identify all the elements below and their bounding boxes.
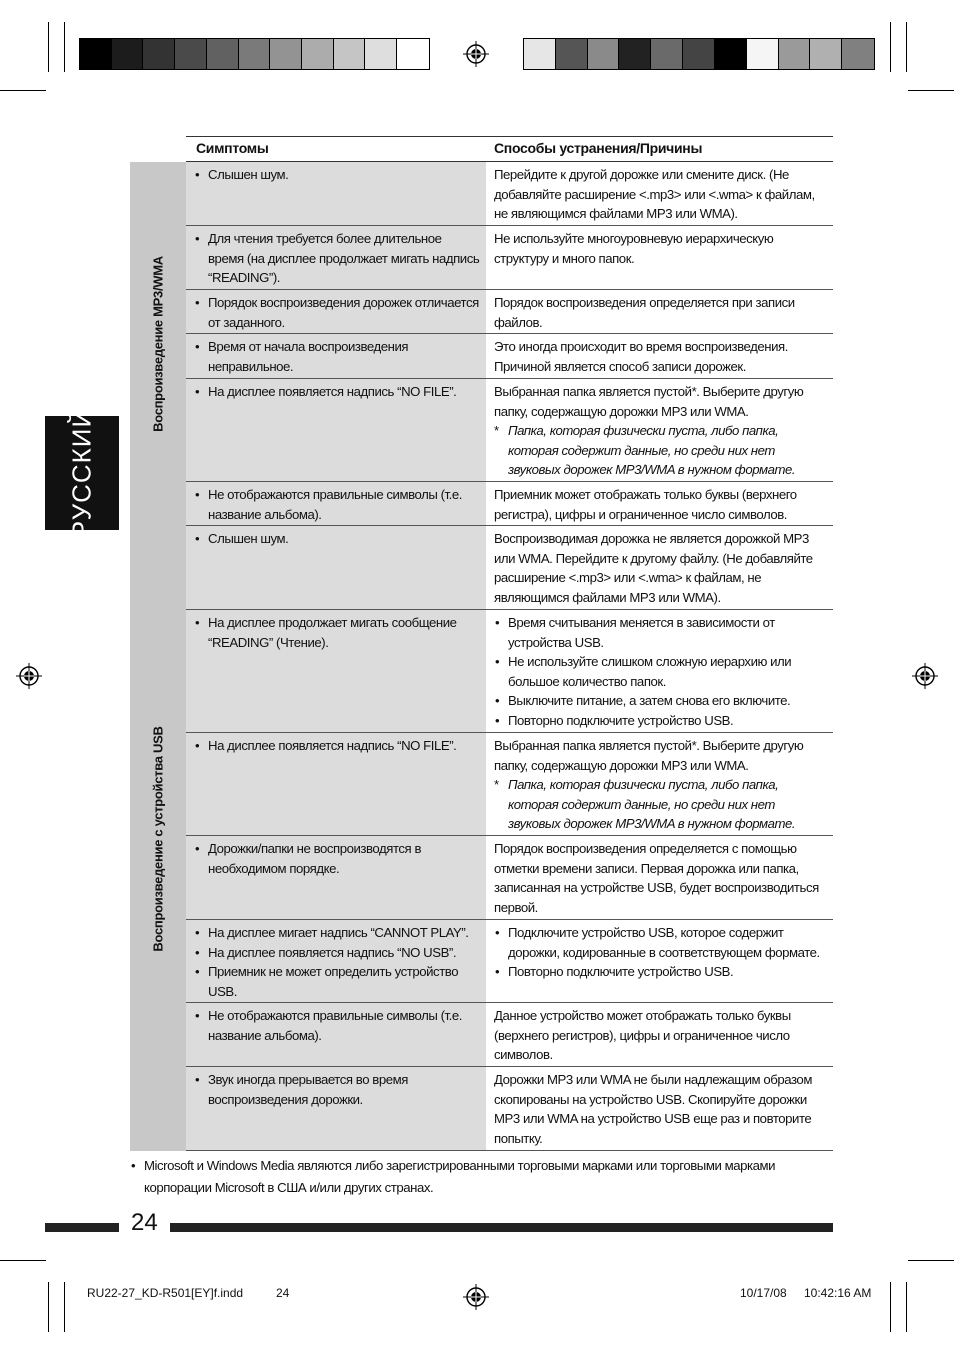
solution-cell	[486, 226, 833, 289]
crop-mark	[890, 1282, 891, 1332]
crop-mark	[0, 90, 46, 91]
symptom-text: • Приемник не может определить устройство USB.	[194, 962, 480, 1001]
color-swatch	[365, 39, 397, 69]
color-swatch	[175, 39, 207, 69]
solution-cell	[486, 482, 833, 525]
group-label: Воспроизведение с устройства USB	[150, 725, 166, 952]
language-tab-label: РУССКИЙ	[66, 407, 97, 539]
symptom-text: • На дисплее появляется надпись “NO FILE”.	[194, 736, 480, 756]
symptom-cell	[186, 733, 486, 835]
color-swatch	[683, 39, 715, 69]
solution-text: Воспроизводимая дорожка не является дорожкой MP3 или WMA. Перейдите к другому файлу. (Не добавляйте расширение <.mp3> или <.wma> к файлам, не являющимся файлами MP3 или WMA).	[494, 531, 813, 605]
table-row	[186, 1003, 833, 1067]
symptom-text: • На дисплее мигает надпись “CANNOT PLAY”.	[194, 923, 480, 943]
symptom-text: • Слышен шум.	[194, 529, 480, 549]
symptom-text: • Звук иногда прерывается во время воспроизведения дорожки.	[194, 1070, 480, 1109]
color-swatch	[143, 39, 175, 69]
symptom-text: • Слышен шум.	[194, 165, 480, 185]
solution-cell	[486, 1067, 833, 1150]
group-label: Воспроизведение MP3/WMA	[150, 256, 166, 432]
symptom-cell	[186, 836, 486, 919]
solution-cell	[486, 920, 833, 1002]
color-swatch	[715, 39, 747, 69]
table-row	[186, 836, 833, 920]
solution-cell	[486, 334, 833, 378]
table-header	[186, 136, 833, 162]
symptom-text: • На дисплее появляется надпись “NO FILE”.	[194, 382, 480, 402]
color-swatch	[270, 39, 302, 69]
symptom-text: • Не отображаются правильные символы (т.е. название альбома).	[194, 1006, 480, 1045]
slug-date: 10/17/08	[740, 1286, 787, 1300]
page-bar-right	[170, 1223, 833, 1232]
solution-note	[494, 421, 829, 480]
color-swatch	[588, 39, 620, 69]
registration-mark-icon	[16, 663, 42, 689]
solution-note	[494, 775, 829, 834]
header-solutions: Способы устранения/Причины	[494, 140, 703, 156]
solution-text: Выбранная папка является пустой*. Выберите другую папку, содержащую дорожки MP3 или WMA.	[494, 738, 804, 773]
crop-mark	[906, 1282, 907, 1332]
symptom-cell	[186, 920, 486, 1002]
solution-cell	[486, 836, 833, 919]
header-symptoms: Симптомы	[196, 140, 269, 156]
crop-mark	[48, 22, 49, 72]
slug-file: RU22-27_KD-R501[EY]f.indd	[87, 1286, 244, 1300]
symptom-text: • Порядок воспроизведения дорожек отличается от заданного.	[194, 293, 480, 332]
color-swatch	[842, 39, 874, 69]
crop-mark	[908, 1260, 954, 1261]
registration-mark-icon	[912, 663, 938, 689]
crop-mark	[64, 1282, 65, 1332]
table-row	[186, 379, 833, 482]
solution-bullet: • Повторно подключите устройство USB.	[494, 962, 829, 982]
color-swatch	[651, 39, 683, 69]
symptom-cell	[186, 1003, 486, 1066]
color-swatch	[334, 39, 366, 69]
solution-cell	[486, 290, 833, 333]
color-swatch	[207, 39, 239, 69]
color-swatch	[747, 39, 779, 69]
symptom-text: • На дисплее продолжает мигать сообщение “READING” (Чтение).	[194, 613, 480, 652]
note-asterisk: *	[494, 777, 499, 793]
color-swatch	[619, 39, 651, 69]
solution-bullet: • Повторно подключите устройство USB.	[494, 711, 829, 731]
registration-mark-icon	[463, 41, 489, 67]
color-swatch	[112, 39, 144, 69]
table-row	[186, 733, 833, 836]
note-asterisk: *	[494, 423, 499, 439]
color-swatch	[779, 39, 811, 69]
trademark-footnote	[130, 1155, 830, 1199]
symptom-cell	[186, 162, 486, 225]
symptom-text: • Время от начала воспроизведения неправильное.	[194, 337, 480, 376]
solution-cell	[486, 733, 833, 835]
solution-text: Порядок воспроизведения определяется с помощью отметки времени записи. Первая дорожка или папка, записанная на устройстве USB, будет воспроизводиться первой.	[494, 841, 819, 915]
symptom-cell	[186, 610, 486, 732]
solution-bullet: • Время считывания меняется в зависимости от устройства USB.	[494, 613, 829, 652]
symptom-cell	[186, 334, 486, 378]
table-row	[186, 226, 833, 290]
slug-page: 24	[276, 1286, 290, 1300]
symptom-cell	[186, 1067, 486, 1150]
solution-cell	[486, 379, 833, 481]
solution-text: Дорожки MP3 или WMA не были надлежащим образом скопированы на устройство USB. Скопируйте дорожки MP3 или WMA на устройство USB еще раз и повторите попытку.	[494, 1072, 812, 1146]
symptom-text: • Дорожки/папки не воспроизводятся в необходимом порядке.	[194, 839, 480, 878]
footnote-text: • Microsoft и Windows Media являются либо зарегистрированными торговыми марками или торговыми марками корпорации Microsoft в США и/или других странах.	[130, 1155, 830, 1199]
crop-mark	[64, 22, 65, 72]
solution-bullet: • Не используйте слишком сложную иерархию или большое количество папок.	[494, 652, 829, 691]
table-row	[186, 482, 833, 526]
crop-mark	[48, 1282, 49, 1332]
solution-text: Данное устройство может отображать только буквы (верхнего регистров), цифры и ограниченное число символов.	[494, 1008, 791, 1063]
color-swatch	[524, 39, 556, 69]
table-row	[186, 1067, 833, 1151]
color-swatch	[556, 39, 588, 69]
note-text: Папка, которая физически пуста, либо папка, которая содержит данные, но среди них нет звуковых дорожек MP3/WMA в нужном формате.	[508, 777, 796, 832]
color-swatch	[80, 39, 112, 69]
slug-time: 10:42:16 AM	[804, 1286, 872, 1300]
solution-text: Порядок воспроизведения определяется при записи файлов.	[494, 295, 795, 330]
symptom-text: • Для чтения требуется более длительное время (на дисплее продолжает мигать надпись “READING”).	[194, 229, 480, 288]
symptom-cell	[186, 379, 486, 481]
symptom-cell	[186, 526, 486, 609]
solution-cell	[486, 162, 833, 225]
color-swatch	[810, 39, 842, 69]
solution-text: Не используйте многоуровневую иерархическую структуру и много папок.	[494, 231, 774, 266]
crop-mark	[908, 90, 954, 91]
group-label-cell	[130, 526, 186, 1151]
note-text: Папка, которая физически пуста, либо папка, которая содержит данные, но среди них нет звуковых дорожек MP3/WMA в нужном формате.	[508, 423, 796, 478]
table-row	[186, 610, 833, 733]
symptom-cell	[186, 290, 486, 333]
registration-mark-icon	[463, 1284, 489, 1310]
crop-mark	[0, 1260, 46, 1261]
symptom-cell	[186, 482, 486, 525]
solution-text: Это иногда происходит во время воспроизведения. Причиной является способ записи дорожек.	[494, 339, 788, 374]
symptom-cell	[186, 226, 486, 289]
solution-cell	[486, 610, 833, 732]
color-swatch	[302, 39, 334, 69]
symptom-text: • Не отображаются правильные символы (т.е. название альбома).	[194, 485, 480, 524]
table-row	[186, 920, 833, 1003]
crop-mark	[906, 22, 907, 72]
solution-cell	[486, 526, 833, 609]
table-row	[186, 162, 833, 226]
color-swatch	[397, 39, 429, 69]
crop-mark	[890, 22, 891, 72]
page-bar-left	[45, 1223, 119, 1232]
table-row	[186, 290, 833, 334]
solution-bullet: • Подключите устройство USB, которое содержит дорожки, кодированные в соответствующем формате.	[494, 923, 829, 962]
solution-text: Приемник может отображать только буквы (верхнего регистра), цифры и ограниченное число символов.	[494, 487, 797, 522]
color-swatch	[239, 39, 271, 69]
color-calibration-bar-left	[79, 38, 430, 70]
solution-cell	[486, 1003, 833, 1066]
solution-text: Выбранная папка является пустой*. Выберите другую папку, содержащую дорожки MP3 или WMA.	[494, 384, 804, 419]
page-number: 24	[131, 1209, 158, 1236]
color-calibration-bar-right	[523, 38, 875, 70]
language-tab	[45, 407, 119, 539]
group-label-cell	[130, 162, 186, 526]
symptom-text: • На дисплее появляется надпись “NO USB”.	[194, 943, 480, 963]
solution-bullet: • Выключите питание, а затем снова его включите.	[494, 691, 829, 711]
table-row	[186, 334, 833, 379]
solution-text: Перейдите к другой дорожке или смените диск. (Не добавляйте расширение <.mp3> или <.wma> к файлам, не являющимся файлами MP3 или WMA).	[494, 167, 815, 222]
table-row	[186, 526, 833, 610]
